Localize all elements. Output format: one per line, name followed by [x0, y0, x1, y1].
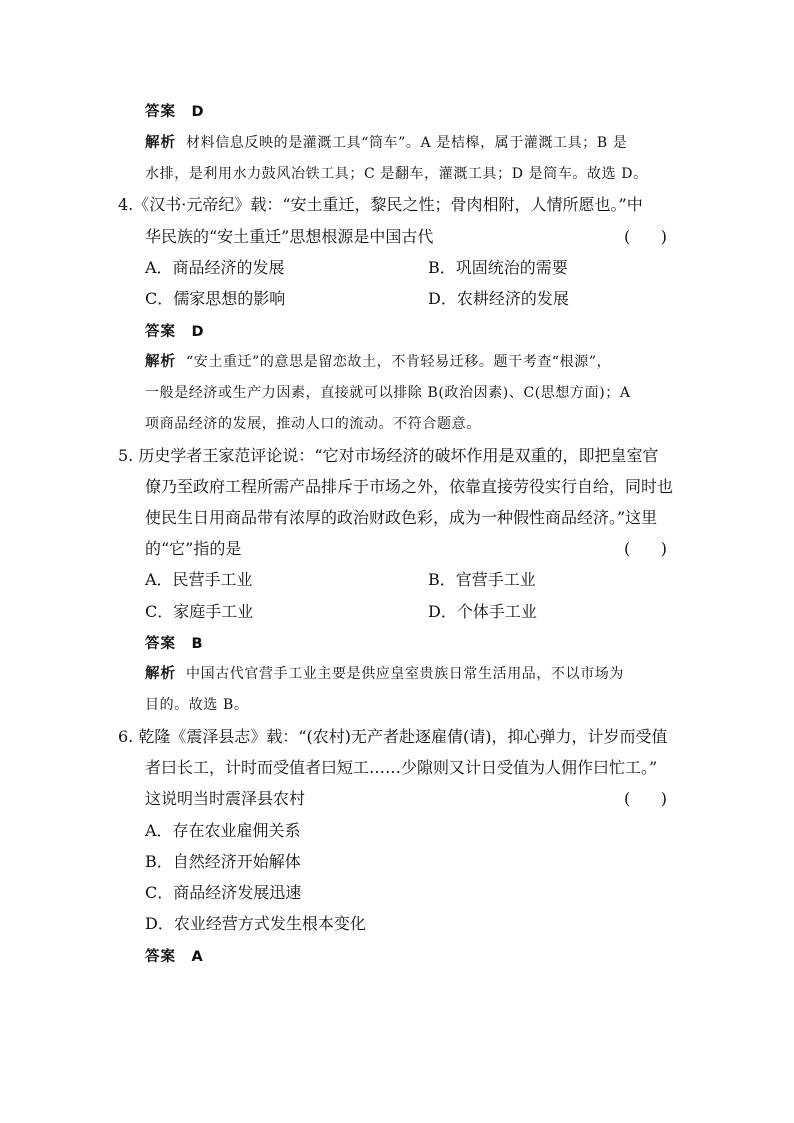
analysis-q4-line3: 项商品经济的发展，推动人口的流动。不符合题意。	[145, 416, 481, 432]
answer-q6	[145, 946, 204, 967]
answer-label: 答案 B	[145, 636, 204, 652]
question-5-line4: 的“它”指的是	[145, 539, 242, 558]
question-4-line1: 4.《汉书·元帝纪》载：“安土重迁，黎民之性；骨肉相附，人情所愿也。”中	[118, 195, 643, 214]
option-4c: C．儒家思想的影响	[145, 289, 286, 308]
analysis-q3-line2: 水排，是利用水力鼓风冶铁工具；C 是翻车，灌溉工具；D 是筒车。故选 D。	[145, 166, 648, 182]
answer-q5	[145, 633, 204, 654]
analysis-text: 材料信息反映的是灌溉工具“筒车”。A 是桔槔，属于灌溉工具；B 是	[186, 135, 628, 151]
question-4-line2: 华民族的“安土重迁”思想根源是中国古代	[145, 227, 434, 246]
answer-q4	[145, 321, 205, 342]
question-5-line3: 使民生日用商品带有浓厚的政治财政色彩，成为一种假性商品经济。”这里	[145, 508, 658, 527]
analysis-q4-line1	[145, 352, 611, 372]
option-5d: D．个体手工业	[428, 602, 537, 621]
question-6-line3: 这说明当时震泽县农村	[145, 789, 306, 808]
option-5a: A．民营手工业	[145, 570, 253, 589]
question-5-line1: 5. 历史学者王家范评论说：“它对市场经济的破坏作用是双重的，即把皇室官	[118, 446, 659, 465]
answer-blank-q4: ( )	[624, 227, 667, 246]
analysis-text: 中国古代官营手工业主要是供应皇室贵族日常生活用品，不以市场为	[186, 666, 624, 682]
answer-blank-q6: ( )	[624, 789, 667, 808]
option-5c: C．家庭手工业	[145, 602, 254, 621]
analysis-q5-line2: 目的。故选 B。	[145, 697, 249, 713]
option-6c: C．商品经济发展迅速	[145, 883, 302, 902]
answer-q3	[145, 101, 205, 122]
option-6a: A．存在农业雇佣关系	[145, 821, 301, 840]
answer-blank-q5: ( )	[624, 539, 667, 558]
option-4a: A．商品经济的发展	[145, 258, 285, 277]
answer-label: 答案 A	[145, 949, 204, 965]
analysis-label: 解析	[145, 354, 176, 370]
option-5b: B．官营手工业	[428, 570, 536, 589]
option-4d: D．农耕经济的发展	[428, 289, 569, 308]
question-6-line1: 6. 乾隆《震泽县志》载：“(农村)无产者赴逐雇倩(请)，抑心弹力，计岁而受值	[118, 727, 668, 746]
analysis-label: 解析	[145, 135, 176, 151]
answer-label: 答案 D	[145, 324, 205, 340]
option-6b: B．自然经济开始解体	[145, 852, 301, 871]
analysis-text: “安土重迁”的意思是留恋故土，不肯轻易迁移。题干考查“根源”，	[186, 354, 612, 370]
answer-label: 答案 D	[145, 104, 205, 120]
option-4b: B．巩固统治的需要	[428, 258, 568, 277]
analysis-q4-line2: 一般是经济或生产力因素，直接就可以排除 B(政治因素)、C(思想方面)；A	[145, 385, 631, 401]
option-6d: D．农业经营方式发生根本变化	[145, 914, 366, 933]
analysis-q3-line1	[145, 133, 627, 153]
analysis-label: 解析	[145, 666, 176, 682]
question-6-line2: 者曰长工，计时而受值者曰短工……少隙则又计日受值为人佣作曰忙工。”	[145, 758, 658, 777]
question-5-line2: 僚乃至政府工程所需产品排斥于市场之外，依靠直接劳役实行自给，同时也	[145, 477, 674, 496]
analysis-q5-line1	[145, 664, 624, 684]
